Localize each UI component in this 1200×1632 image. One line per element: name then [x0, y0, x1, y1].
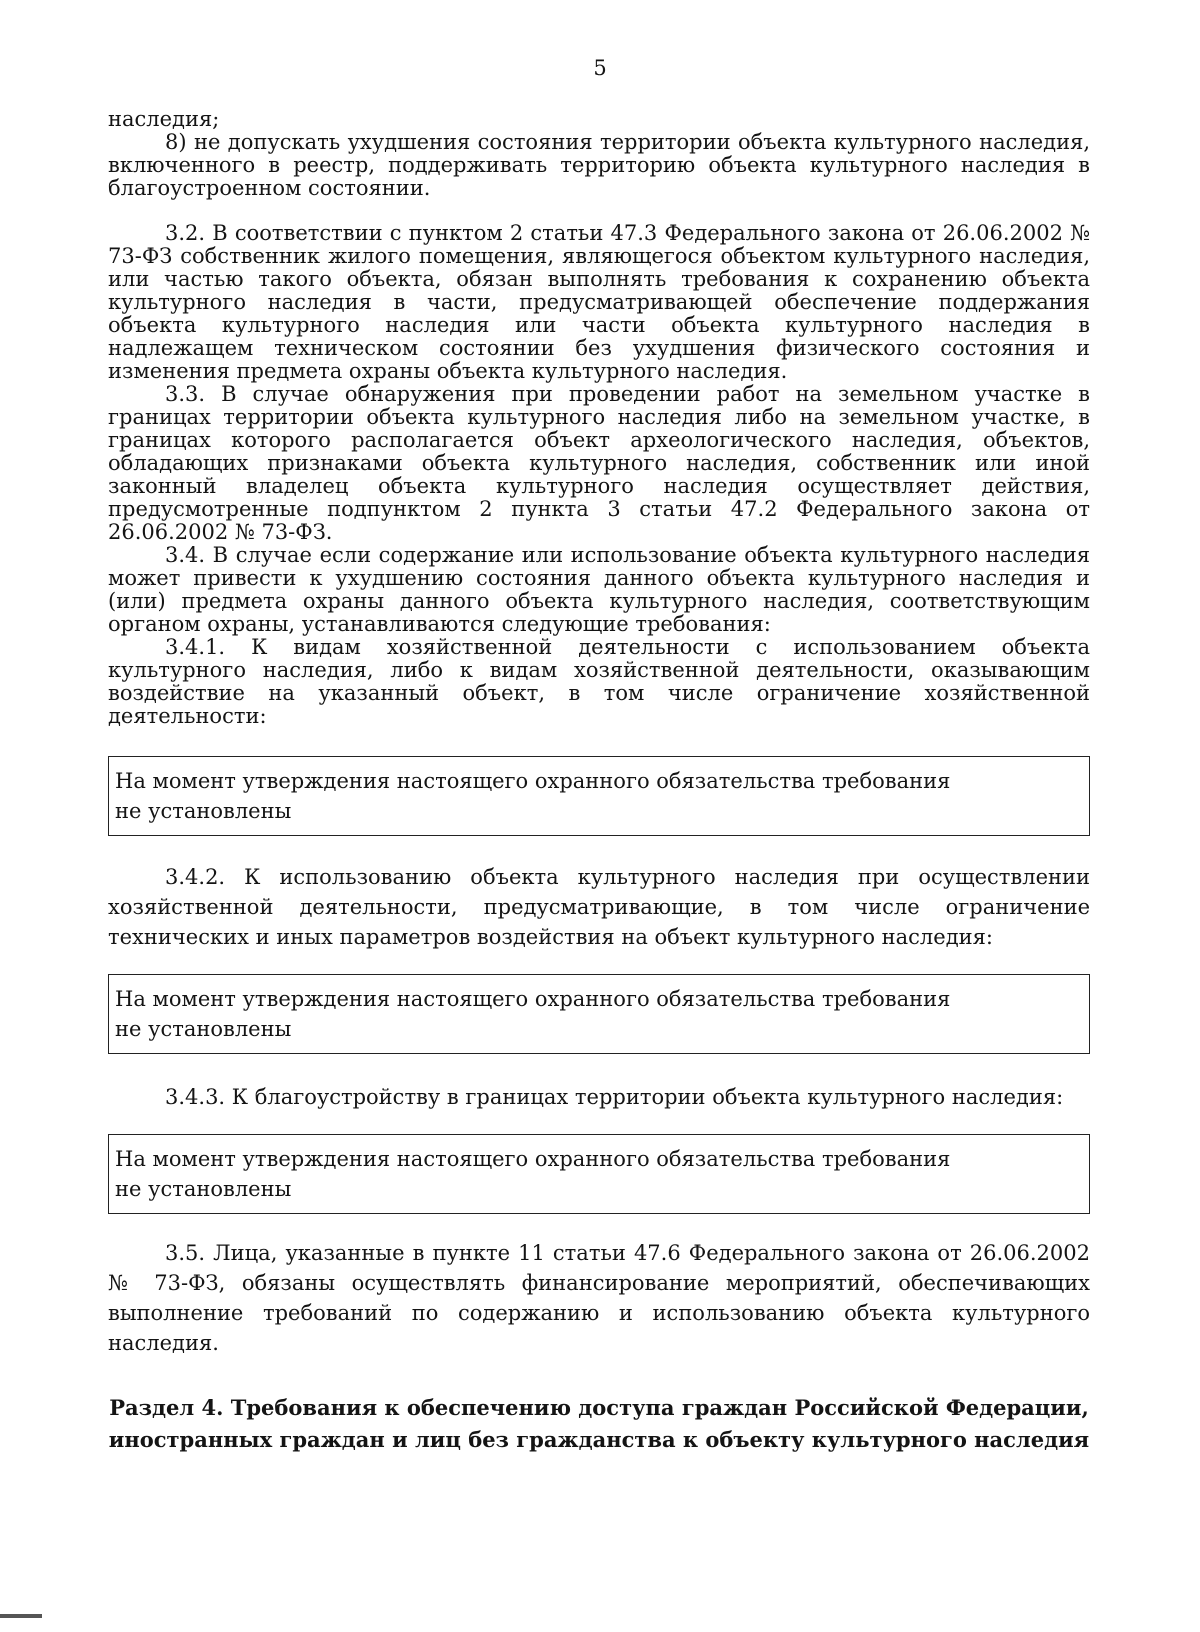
spacer — [108, 836, 1090, 862]
requirement-text: не установлены — [115, 799, 292, 823]
paragraph-3-2: 3.2. В соответствии с пунктом 2 статьи 47.3 Федерального закона от 26.06.2002 № 73-ФЗ собственник жилого помещения, являющегося объектом культурного наследия, или частью такого объекта, обязан выполнять требования к сохранению объекта культурного наследия в части, предусматривающей обеспечение поддержания объекта культурного наследия или части объекта культурного наследия в надлежащем техническом состоянии без ухудшения физического состояния и изменения предмета охраны объекта культурного наследия. — [108, 221, 1090, 383]
spacer — [108, 1054, 1090, 1082]
spacer — [108, 1214, 1090, 1238]
paragraph-3-5: 3.5. Лица, указанные в пункте 11 статьи 47.6 Федерального закона от 26.06.2002 № 73-ФЗ, обязаны осуществлять финансирование мероприятий, обеспечивающих выполнение требований по содержанию и использованию объекта культурного наследия. — [108, 1241, 1090, 1355]
spacer — [108, 1112, 1090, 1134]
paragraph-3-4-3: 3.4.3. К благоустройству в границах территории объекта культурного наследия: — [165, 1085, 1064, 1109]
clause-3-4-2-block — [108, 862, 1090, 952]
requirement-text: не установлены — [115, 1017, 292, 1041]
clause-3-4-3-block — [108, 1082, 1090, 1112]
requirement-text: На момент утверждения настоящего охранного обязательства требования — [115, 987, 951, 1011]
top-block — [108, 108, 1090, 200]
paragraph-3-3: 3.3. В случае обнаружения при проведении работ на земельном участке в границах территории объекта культурного наследия либо на земельном участке, в границах которого располагается объект археологического наследия, объектов, обладающих признаками объекта культурного наследия, собственник или иной законный владелец объекта культурного наследия осуществляет действия, предусмотренные подпунктом 2 пункта 3 статьи 47.2 Федерального закона от 26.06.2002 № 73-ФЗ. — [108, 382, 1090, 544]
spacer — [108, 952, 1090, 974]
document-body — [108, 108, 1090, 1456]
clauses-block — [108, 222, 1090, 728]
requirement-box-3-4-3 — [108, 1134, 1090, 1214]
section-4-heading: Раздел 4. Требования к обеспечению доступа граждан Российской Федерации, иностранных граждан и лиц без гражданства к объекту культурного наследия — [108, 1395, 1090, 1452]
requirement-box-3-4-2 — [108, 974, 1090, 1054]
paragraph-heritage-end: наследия; — [108, 107, 220, 131]
requirement-text: не установлены — [115, 1177, 292, 1201]
requirement-text: На момент утверждения настоящего охранного обязательства требования — [115, 769, 951, 793]
spacer — [108, 1358, 1090, 1392]
spacer — [108, 200, 1090, 222]
spacer — [108, 728, 1090, 756]
paragraph-item-8: 8) не допускать ухудшения состояния территории объекта культурного наследия, включенного в реестр, поддерживать территорию объекта культурного наследия в благоустроенном состоянии. — [108, 130, 1090, 200]
requirement-box-3-4-1 — [108, 756, 1090, 836]
requirement-text: На момент утверждения настоящего охранного обязательства требования — [115, 1147, 951, 1171]
paragraph-3-4: 3.4. В случае если содержание или использование объекта культурного наследия может привести к ухудшению состояния данного объекта культурного наследия и (или) предмета охраны данного объекта культурного наследия, соответствующим органом охраны, устанавливаются следующие требования: — [108, 543, 1090, 636]
paragraph-3-4-1: 3.4.1. К видам хозяйственной деятельности с использованием объекта культурного наследия, либо к видам хозяйственной деятельности, оказывающим воздействие на указанный объект, в том числе ограничение хозяйственной деятельности: — [108, 635, 1090, 728]
scan-edge-mark — [0, 1614, 42, 1618]
page-number: 5 — [593, 56, 607, 80]
clause-3-5-block — [108, 1238, 1090, 1358]
paragraph-3-4-2: 3.4.2. К использованию объекта культурного наследия при осуществлении хозяйственной деятельности, предусматривающие, в том числе ограничение технических и иных параметров воздействия на объект культурного наследия: — [108, 865, 1090, 949]
